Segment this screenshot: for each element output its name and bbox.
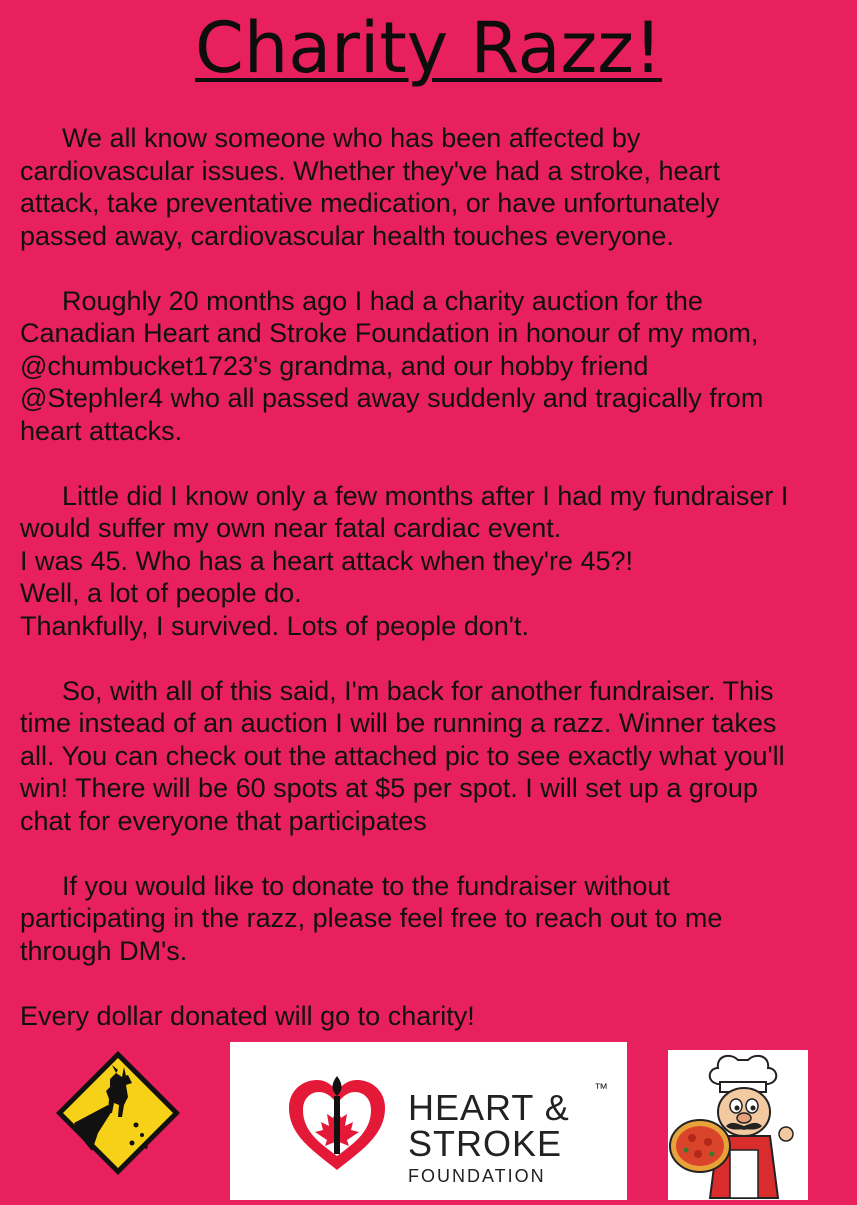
text-line: heart attacks. bbox=[20, 415, 183, 446]
text-line: through DM's. bbox=[20, 935, 188, 966]
paragraph-2 bbox=[20, 285, 850, 448]
logo-strip bbox=[0, 1042, 857, 1200]
text-line: @Stephler4 who all passed away suddenly and tragically from bbox=[20, 383, 764, 413]
text-line: passed away, cardiovascular health touches everyone. bbox=[20, 220, 674, 251]
logo-line-heart: HEART & bbox=[408, 1087, 570, 1128]
logo-line-stroke: STROKE bbox=[408, 1123, 563, 1164]
heart-and-stroke-wordmark bbox=[408, 1080, 608, 1188]
text-line: We all know someone who has been affected by bbox=[62, 123, 641, 153]
text-line: Roughly 20 months ago I had a charity auction for the bbox=[62, 285, 703, 316]
text-line: win! There will be 60 spots at $5 per spot. I will set up a group bbox=[20, 773, 758, 803]
text-line: cardiovascular issues. Whether they've had a stroke, heart bbox=[20, 155, 720, 186]
paragraph-5 bbox=[20, 870, 850, 968]
paragraph-1 bbox=[20, 122, 850, 252]
text-line: Canadian Heart and Stroke Foundation in honour of my mom, bbox=[20, 318, 759, 348]
paragraph-6 bbox=[20, 1000, 850, 1033]
pizza-chef-icon bbox=[668, 1050, 808, 1200]
text-line: I was 45. Who has a heart attack when they're 45?! bbox=[20, 545, 633, 576]
text-line: Little did I know only a few months after I had my fundraiser I bbox=[62, 480, 789, 511]
text-line: Well, a lot of people do. bbox=[20, 578, 302, 608]
paragraph-3 bbox=[20, 480, 850, 643]
goat-cliff-warning-sign-icon bbox=[52, 1047, 184, 1179]
text-line: all. You can check out the attached pic to see exactly what you'll bbox=[20, 740, 785, 771]
text-line: participating in the razz, please feel free to reach out to me bbox=[20, 903, 723, 933]
heart-torch-maple-leaf-icon bbox=[285, 1074, 389, 1174]
text-line: So, with all of this said, I'm back for another fundraiser. This bbox=[62, 675, 774, 706]
text-line: Thankfully, I survived. Lots of people don't. bbox=[20, 610, 529, 641]
body-text bbox=[20, 122, 850, 1065]
text-line: would suffer my own near fatal cardiac event. bbox=[20, 513, 562, 543]
text-line: chat for everyone that participates bbox=[20, 805, 427, 836]
text-line: attack, take preventative medication, or have unfortunately bbox=[20, 188, 720, 218]
text-line: If you would like to donate to the fundraiser without bbox=[62, 870, 670, 901]
heart-and-stroke-logo bbox=[230, 1042, 627, 1200]
paragraph-4 bbox=[20, 675, 850, 838]
page-title: Charity Razz! bbox=[194, 7, 663, 89]
text-line: @chumbucket1723's grandma, and our hobby friend bbox=[20, 350, 649, 381]
text-line: Every dollar donated will go to charity! bbox=[20, 1000, 475, 1031]
trademark-symbol: ™ bbox=[594, 1080, 608, 1096]
logo-line-foundation: FOUNDATION bbox=[408, 1166, 546, 1186]
text-line: time instead of an auction I will be running a razz. Winner takes bbox=[20, 708, 777, 738]
